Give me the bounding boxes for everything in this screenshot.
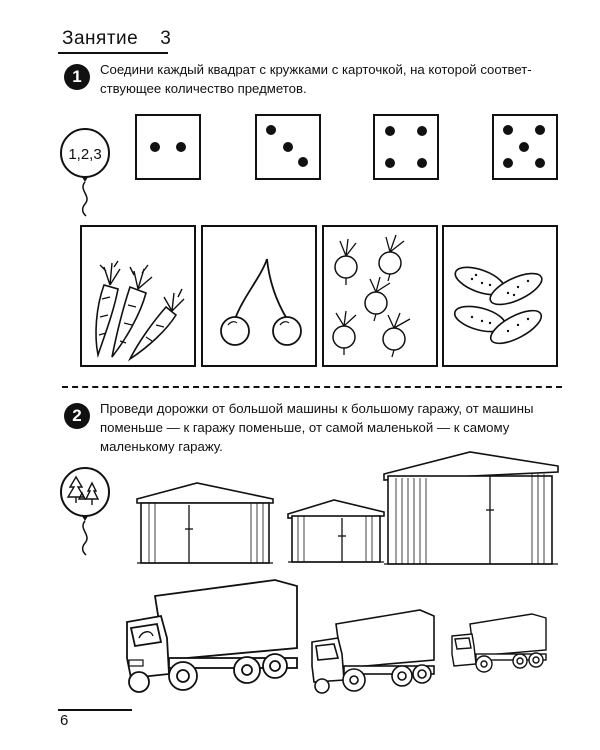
task-2-instruction: Проведи дорожки от большой машины к большому гаражу, от машины поменьше — к гаражу поменьше, от самой маленькой — к самому маленькому гаражу. — [100, 401, 534, 454]
garage-large[interactable] — [382, 452, 560, 571]
task-1-instruction: Соедини каждый квадрат с кружками с карточкой, на которой соответствующее количество предметов. — [100, 62, 532, 96]
page-number: 6 — [60, 712, 69, 729]
task-2-number-badge: 2 — [64, 403, 90, 429]
truck-small[interactable] — [450, 612, 550, 677]
balloon-label: 1,2,3 — [68, 146, 102, 163]
dice-three-dots[interactable] — [255, 114, 321, 180]
cucumbers-picture — [444, 227, 556, 365]
card-carrots[interactable] — [80, 225, 196, 367]
task-1-number-badge: 1 — [64, 64, 90, 90]
lesson-title — [62, 28, 171, 50]
dice-five-dots[interactable] — [492, 114, 558, 180]
card-cucumbers[interactable] — [442, 225, 558, 367]
truck-large[interactable] — [125, 578, 305, 699]
dice-four-dots[interactable] — [373, 114, 439, 180]
card-cherries[interactable] — [201, 225, 317, 367]
lesson-label: Занятие — [62, 28, 139, 49]
garage-medium[interactable] — [135, 483, 275, 570]
section-divider — [62, 386, 562, 388]
truck-medium[interactable] — [310, 608, 440, 699]
tree-balloon-icon — [58, 465, 112, 560]
counting-balloon-icon — [58, 126, 112, 221]
radishes-picture — [324, 227, 436, 365]
dice-two-dots[interactable] — [135, 114, 201, 180]
title-underline — [58, 52, 168, 54]
garage-small[interactable] — [286, 500, 386, 569]
carrots-picture — [82, 227, 194, 365]
cherries-picture — [203, 227, 315, 365]
lesson-number: 3 — [160, 28, 172, 49]
card-radishes[interactable] — [322, 225, 438, 367]
page-number-rule — [58, 709, 132, 711]
